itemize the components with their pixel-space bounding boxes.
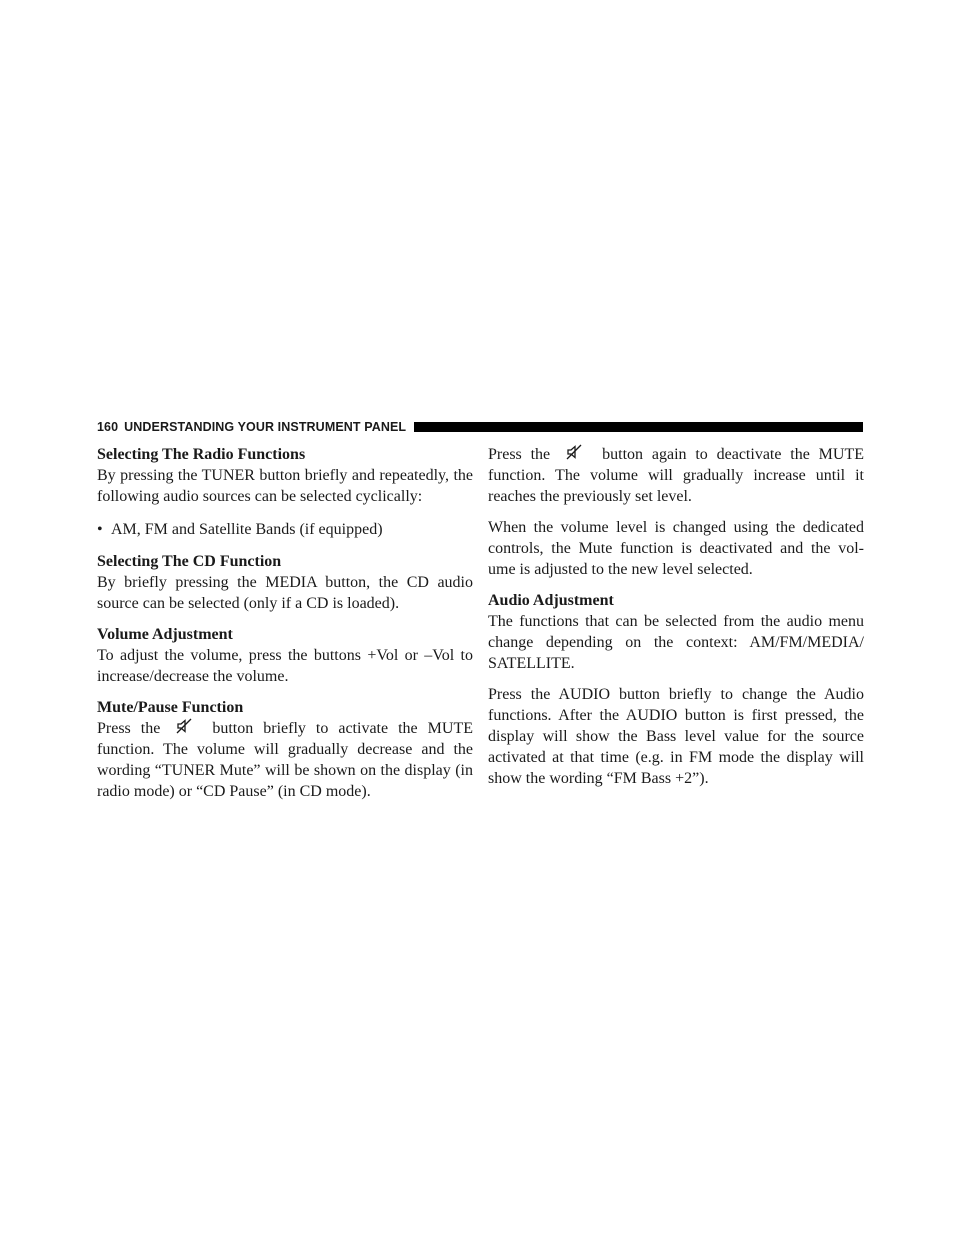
mute-pause-text (97, 718, 473, 802)
audio-press-text: Press the AUDIO button briefly to change the Audio functions. After the AUDIO button is first pressed, the display will show the Bass level value for the source activated at that time (e.g. in FM mode the display will show the wording “FM Bass +2”). (488, 686, 864, 787)
unmute-text (488, 444, 864, 507)
left-column (97, 444, 473, 812)
mute-text-before: Press the (97, 720, 161, 737)
list-item (97, 519, 473, 540)
page-header (97, 418, 863, 436)
mute-speaker-icon (176, 718, 192, 734)
unmute-text-before: Press the (488, 446, 551, 463)
radio-functions-heading: Selecting The Radio Functions (97, 446, 306, 463)
unmute-text-after: button again to deactivate the MUTE function. The volume will gradually increase until it reaches the previously set level. (488, 446, 864, 505)
radio-functions-text: By pressing the TUNER button briefly and repeatedly, the following audio sources can be selected cyclically: (97, 467, 473, 505)
volume-change-text: When the volume level is changed using the dedicated controls, the Mute function is deactivated and the vol- ume is adjusted to the new level selected. (488, 519, 864, 578)
header-rule (414, 422, 863, 432)
volume-adjustment-heading: Volume Adjustment (97, 626, 233, 643)
mute-text-after: button briefly to activate the MUTE function. The volume will gradually decrease and the wording “TUNER Mute” will be shown on the display (in radio mode) or “CD Pause” (in CD mode). (97, 720, 473, 800)
cd-function-heading: Selecting The CD Function (97, 553, 282, 570)
audio-adjustment-heading: Audio Adjustment (488, 592, 614, 609)
section-title: UNDERSTANDING YOUR INSTRUMENT PANEL (124, 420, 407, 434)
page-number: 160 (97, 420, 119, 434)
right-column (488, 444, 864, 799)
volume-adjustment-text: To adjust the volume, press the buttons +Vol or –Vol to increase/decrease the volume. (97, 647, 473, 685)
mute-pause-heading: Mute/Pause Function (97, 699, 244, 716)
cd-function-text: By briefly pressing the MEDIA button, the CD audio source can be selected (only if a CD is loaded). (97, 574, 473, 612)
audio-adjustment-text: The functions that can be selected from the audio menu change depending on the context: AM/FM/MEDIA/ SATELLITE. (488, 613, 864, 672)
mute-speaker-icon (566, 444, 582, 460)
bullet-dot: • (97, 521, 103, 538)
radio-bullet-text: AM, FM and Satellite Bands (if equipped) (111, 521, 383, 538)
